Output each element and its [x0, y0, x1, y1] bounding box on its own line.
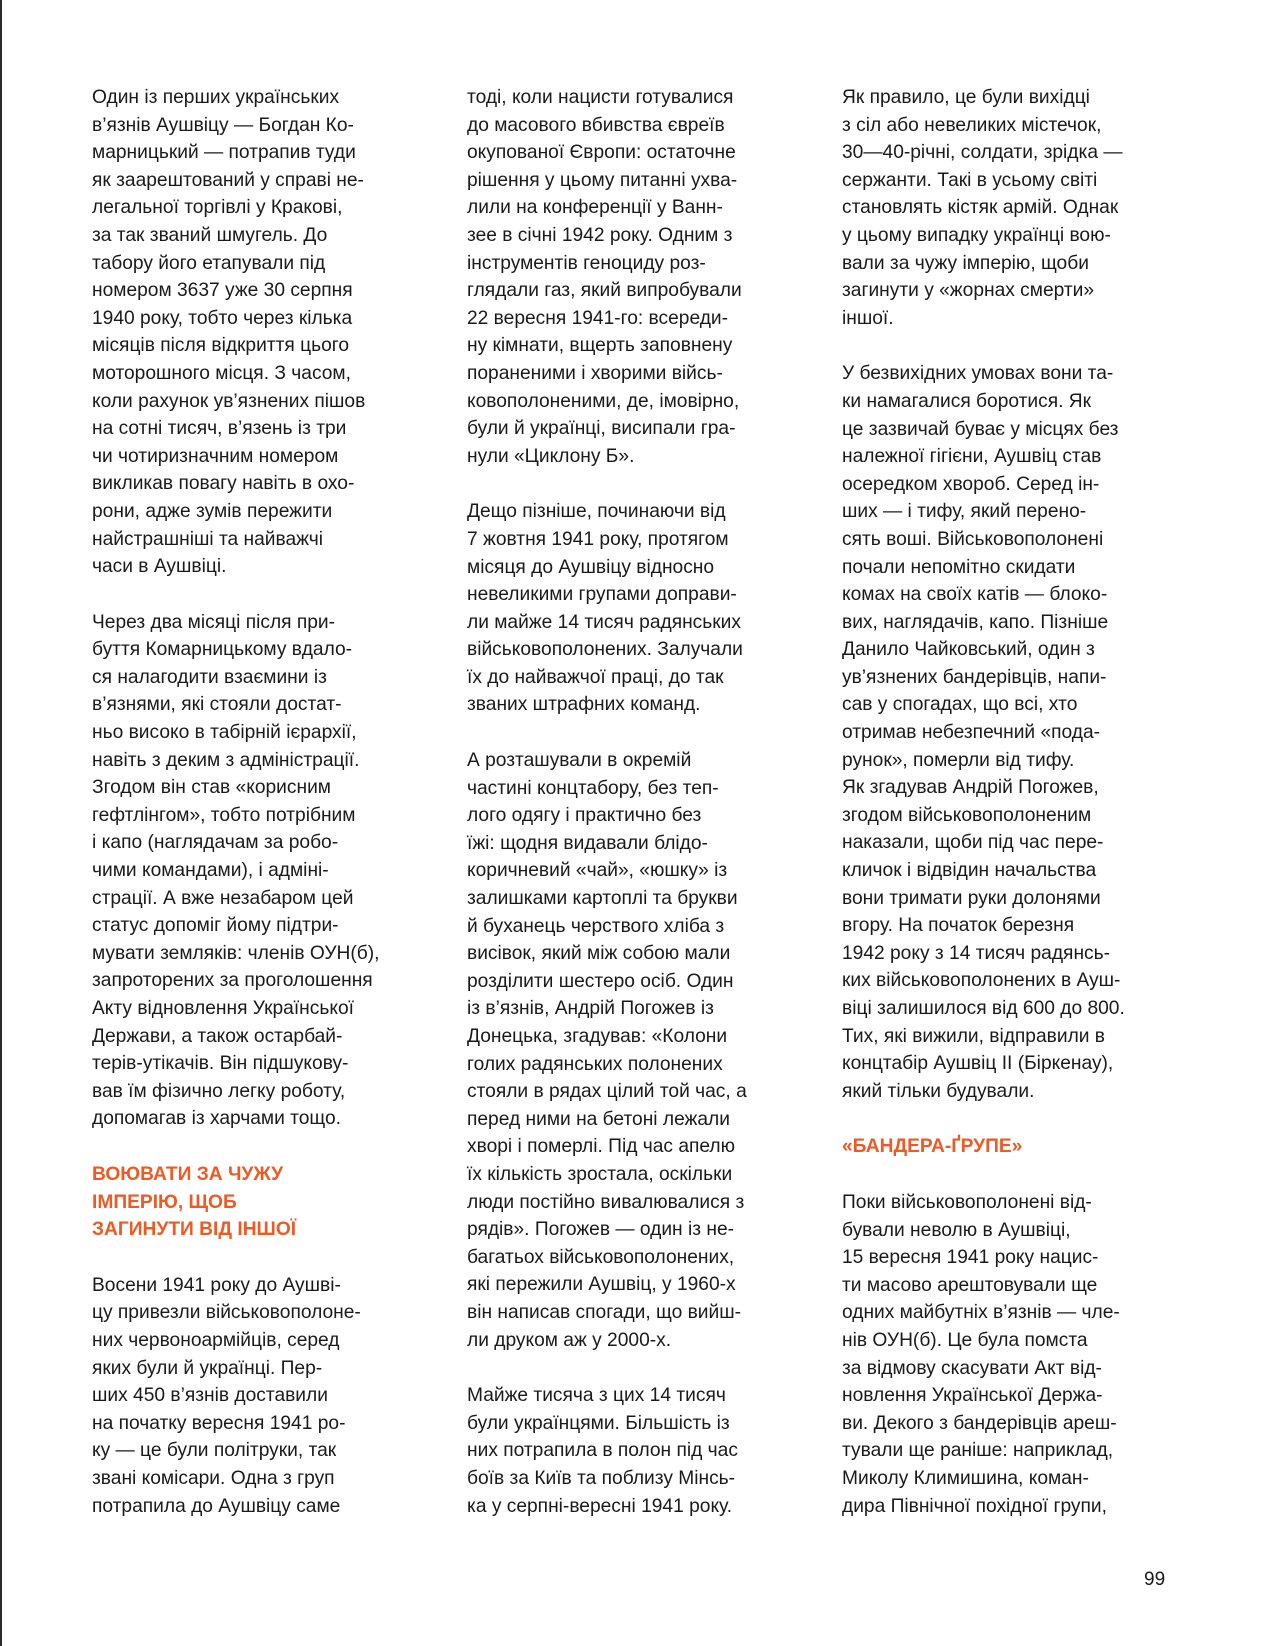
text-line: Восени 1941 року до Аушві-	[92, 1274, 341, 1296]
text-line: люди постійно вивалювалися з	[467, 1191, 745, 1213]
text-line: навіть з деким з адміністрації.	[92, 749, 360, 771]
text-line: тоді, коли нацисти готувалися	[467, 87, 734, 108]
text-line: вони тримати руки долонями	[842, 887, 1101, 909]
text-line: ки намагалися боротися. Як	[842, 390, 1092, 412]
text-line: ших — і тифу, який перено-	[842, 501, 1087, 523]
text-line: новлення Української Держа-	[842, 1385, 1103, 1407]
paragraph-gap	[842, 332, 1172, 360]
text-line: який тільки будували.	[842, 1080, 1035, 1102]
text-line: це зазвичай буває у місцях без	[842, 418, 1119, 440]
text-line: гефтлінгом», тобто потрібним	[92, 804, 356, 826]
text-line: зее в січні 1942 року. Одним з	[467, 224, 733, 246]
text-line: в’язнів Аушвіцу — Богдан Ко-	[92, 114, 354, 136]
text-line: були українцями. Більшість із	[467, 1412, 730, 1434]
text-line: них потрапила в полон під час	[467, 1440, 738, 1462]
text-line: становлять кістяк армій. Однак	[842, 197, 1119, 219]
text-line: глядали газ, який випробували	[467, 280, 742, 302]
text-line: Через два місяці після при-	[92, 611, 336, 633]
text-line: Один із перших українських	[92, 87, 340, 108]
paragraph-gap	[842, 1105, 1172, 1133]
paragraph	[467, 1382, 797, 1520]
text-line: чи чотиризначним номером	[92, 445, 339, 467]
paragraph	[842, 1189, 1172, 1520]
text-line: коричневий «чай», «юшку» із	[467, 860, 728, 882]
paragraph-gap	[92, 581, 422, 609]
text-line: рядів». Погожев — один із не-	[467, 1219, 735, 1241]
text-line: ли друком аж у 2000-х.	[467, 1329, 672, 1351]
text-line: з сіл або невеликих містечок,	[842, 114, 1102, 136]
text-line: ув’язнених бандерівців, напи-	[842, 666, 1107, 688]
text-line: він написав спогади, що вийш-	[467, 1301, 742, 1323]
text-line: рони, адже зумів пережити	[92, 500, 333, 522]
text-line: А розташували в окремій	[467, 750, 692, 772]
text-line: Миколу Климишина, коман-	[842, 1467, 1089, 1489]
text-line: хворі і померлі. Під час апелю	[467, 1136, 736, 1158]
text-line: невеликими групами доправи-	[467, 584, 737, 606]
text-line: ЗАГИНУТИ ВІД ІНШОЇ	[92, 1219, 297, 1241]
text-line: Згодом він став «корисним	[92, 777, 331, 799]
text-line: часи в Аушвіці.	[92, 556, 227, 578]
text-line: Поки військовополонені від-	[842, 1191, 1092, 1213]
text-line: ших 450 в’язнів доставили	[92, 1385, 328, 1407]
text-line: одних майбутніх в’язнів — чле-	[842, 1302, 1120, 1324]
text-line: частині концтабору, без теп-	[467, 777, 719, 799]
paragraph	[92, 609, 422, 1133]
text-line: перед ними на бетоні лежали	[467, 1108, 730, 1130]
text-line: і капо (наглядачам за робо-	[92, 832, 339, 854]
text-line: нів ОУН(б). Це була помста	[842, 1329, 1088, 1351]
text-line: 1940 року, тобто через кілька	[92, 307, 353, 329]
text-line: Як згадував Андрій Погожев,	[842, 777, 1099, 799]
text-line: тували ще раніше: наприклад,	[842, 1440, 1114, 1462]
text-line: потрапила до Аушвіцу саме	[92, 1495, 341, 1517]
text-line: табору його етапували під	[92, 252, 326, 274]
text-line: ких військовополонених в Ауш-	[842, 970, 1121, 992]
text-line: 1942 року з 14 тисяч радянсь-	[842, 942, 1111, 964]
text-line: сять воші. Військовополонені	[842, 528, 1104, 550]
text-line: чими командами), і адміні-	[92, 860, 329, 882]
paragraph-gap	[842, 1161, 1172, 1189]
paragraph-gap	[92, 1244, 422, 1272]
paragraph	[467, 498, 797, 719]
text-line: буття Комарницькому вдало-	[92, 639, 353, 661]
text-line: Як правило, це були вихідці	[842, 87, 1090, 108]
text-line: бували неволю в Аушвіці,	[842, 1219, 1071, 1241]
text-line: ковополоненими, де, імовірно,	[467, 390, 740, 412]
text-line: ся налагодити взаємини із	[92, 666, 327, 688]
text-line: концтабір Аушвіц II (Біркенау),	[842, 1053, 1114, 1075]
text-line: військовополонених. Залучали	[467, 639, 743, 661]
paragraph-gap	[92, 1133, 422, 1161]
text-line: номером 3637 уже 30 серпня	[92, 280, 353, 302]
text-line: марницький — потрапив туди	[92, 142, 356, 164]
text-line: лого одягу і практично без	[467, 805, 702, 827]
text-line: як заарештований у справі не-	[92, 169, 364, 191]
paragraph	[467, 747, 797, 1354]
text-line: 15 вересня 1941 року нацис-	[842, 1247, 1099, 1269]
text-line: 7 жовтня 1941 року, протягом	[467, 528, 729, 550]
text-line: ли майже 14 тисяч радянських	[467, 611, 741, 633]
text-line: рунок», померли від тифу.	[842, 749, 1075, 771]
text-line: наказали, щоби під час пере-	[842, 832, 1104, 854]
text-line: на початку вересня 1941 ро-	[92, 1412, 346, 1434]
text-line: коли рахунок ув’язнених пішов	[92, 390, 366, 412]
text-line: згодом військовополоненим	[842, 804, 1092, 826]
text-line: були й українці, висипали гра-	[467, 418, 736, 440]
text-line: найстрашніші та найважчі	[92, 528, 324, 550]
text-line: в’язнями, які стояли достат-	[92, 694, 342, 716]
text-column-1	[92, 84, 422, 1520]
text-line: звані комісари. Одна з груп	[92, 1467, 335, 1489]
text-line: багатьох військовополонених,	[467, 1246, 735, 1268]
text-line: допомагав із харчами тощо.	[92, 1108, 341, 1130]
text-line: на сотні тисяч, в’язень із три	[92, 418, 347, 440]
paragraph	[92, 84, 422, 581]
text-line: Данило Чайковський, один з	[842, 639, 1095, 661]
text-line: лили на конференції у Ванн-	[467, 197, 723, 219]
text-line: розділити шестеро осіб. Один	[467, 970, 734, 992]
text-line: належної гігієни, Аушвіц став	[842, 446, 1102, 468]
text-line: ку — це були політруки, так	[92, 1440, 337, 1462]
text-line: рішення у цьому питанні ухва-	[467, 169, 738, 191]
text-line: осередком хвороб. Серед ін-	[842, 473, 1100, 495]
text-line: яких були й українці. Пер-	[92, 1357, 323, 1379]
text-line: цу привезли військовополоне-	[92, 1302, 361, 1324]
text-line: Акту відновлення Української	[92, 998, 354, 1019]
text-line: Тих, які вижили, відправили в	[842, 1025, 1106, 1047]
text-line: інструментів геноциду роз-	[467, 252, 706, 274]
text-line: Дещо пізніше, починаючи від	[467, 501, 726, 523]
page-edge-line	[0, 0, 2, 1646]
text-line: терів-утікачів. Він підшукову-	[92, 1053, 349, 1075]
text-line: отримав небезпечний «пода-	[842, 722, 1101, 744]
text-line: сав у спогадах, що всі, хто	[842, 694, 1078, 716]
text-line: комах на своїх катів — блоко-	[842, 584, 1108, 606]
text-line: висівок, який між собою мали	[467, 943, 731, 965]
text-line: вгору. На початок березня	[842, 915, 1075, 937]
text-line: іншої.	[842, 307, 894, 329]
text-line: стояли в рядах цілий той час, а	[467, 1081, 747, 1103]
text-line: «БАНДЕРА-ҐРУПЕ»	[842, 1136, 1023, 1158]
text-line: ВОЮВАТИ ЗА ЧУЖУ	[92, 1163, 284, 1185]
text-line: статус допоміг йому підтри-	[92, 915, 339, 937]
page-number: 99	[1144, 1569, 1166, 1590]
text-line: місяця до Аушвіцу відносно	[467, 556, 715, 578]
text-line: їх кількість зростала, оскільки	[467, 1163, 733, 1185]
text-line: ну кімнати, вщерть заповнену	[467, 335, 733, 357]
text-line: Донецька, згадував: «Колони	[467, 1026, 728, 1047]
text-line: ньо високо в табірній ієрархії,	[92, 722, 357, 744]
text-line: званих штрафних команд.	[467, 694, 701, 716]
text-line: вав їм фізично легку роботу,	[92, 1080, 346, 1102]
text-line: у цьому випадку українці вою-	[842, 224, 1111, 246]
text-line: й буханець черствого хліба з	[467, 915, 725, 937]
text-line: із в’язнів, Андрій Погожев із	[467, 998, 714, 1020]
text-line: ка у серпні-вересні 1941 року.	[467, 1495, 733, 1517]
text-line: дира Північної похідної групи,	[842, 1495, 1107, 1517]
text-line: почали непомітно скидати	[842, 556, 1076, 578]
text-line: їжі: щодня видавали блідо-	[467, 832, 708, 854]
text-line: за так званий шмугель. До	[92, 224, 328, 246]
text-line: до масового вбивства євреїв	[467, 114, 725, 136]
text-line: мувати земляків: членів ОУН(б),	[92, 942, 380, 964]
text-line: загинути у «жорнах смерти»	[842, 280, 1095, 302]
paragraph-gap	[467, 1354, 797, 1382]
text-line: ти масово арештовували ще	[842, 1274, 1098, 1296]
paragraph	[842, 84, 1172, 332]
text-line: боїв за Київ та поблизу Мінсь-	[467, 1467, 736, 1489]
paragraph	[467, 84, 797, 470]
text-line: легальної торгівлі у Кракові,	[92, 197, 343, 219]
text-line: які пережили Аушвіц, у 1960-х	[467, 1274, 736, 1296]
section-heading	[92, 1161, 422, 1244]
text-line: ІМПЕРІЮ, ЩОБ	[92, 1191, 237, 1213]
text-line: вали за чужу імперію, щоби	[842, 252, 1089, 274]
section-heading	[842, 1133, 1172, 1161]
paragraph	[92, 1272, 422, 1520]
paragraph-gap	[467, 470, 797, 498]
text-line: ви. Декого з бандерівців ареш-	[842, 1412, 1117, 1434]
text-line: запроторених за проголошення	[92, 970, 373, 992]
text-line: 22 вересня 1941-го: всереди-	[467, 307, 729, 329]
text-line: нули «Циклону Б».	[467, 445, 635, 467]
text-line: пораненими і хворими війсь-	[467, 362, 723, 384]
text-line: окупованої Європи: остаточне	[467, 142, 736, 164]
text-column-2	[467, 84, 797, 1520]
text-line: місяців після відкриття цього	[92, 335, 350, 357]
text-line: кличок і відвідин начальства	[842, 860, 1097, 882]
text-line: 30—40-річні, солдати, зрідка —	[842, 142, 1123, 164]
text-line: Майже тисяча з цих 14 тисяч	[467, 1385, 726, 1407]
text-line: них червоноармійців, серед	[92, 1329, 340, 1351]
text-line: У безвихідних умовах вони та-	[842, 363, 1114, 385]
text-line: Держави, а також остарбай-	[92, 1025, 343, 1047]
text-line: їх до найважчої праці, до так	[467, 666, 724, 688]
paragraph	[842, 360, 1172, 1105]
text-line: страції. А вже незабаром цей	[92, 887, 354, 909]
text-line: вих, наглядачів, капо. Пізніше	[842, 611, 1109, 633]
text-line: моторошного місця. З часом,	[92, 362, 351, 384]
text-column-3	[842, 84, 1172, 1520]
text-line: викликав повагу навіть в охо-	[92, 473, 355, 495]
text-line: віці залишилося від 600 до 800.	[842, 998, 1125, 1019]
paragraph-gap	[467, 719, 797, 747]
text-line: сержанти. Такі в усьому світі	[842, 169, 1098, 191]
text-line: за відмову скасувати Акт від-	[842, 1357, 1102, 1379]
text-line: залишками картоплі та брукви	[467, 888, 738, 910]
text-line: голих радянських полонених	[467, 1053, 723, 1075]
